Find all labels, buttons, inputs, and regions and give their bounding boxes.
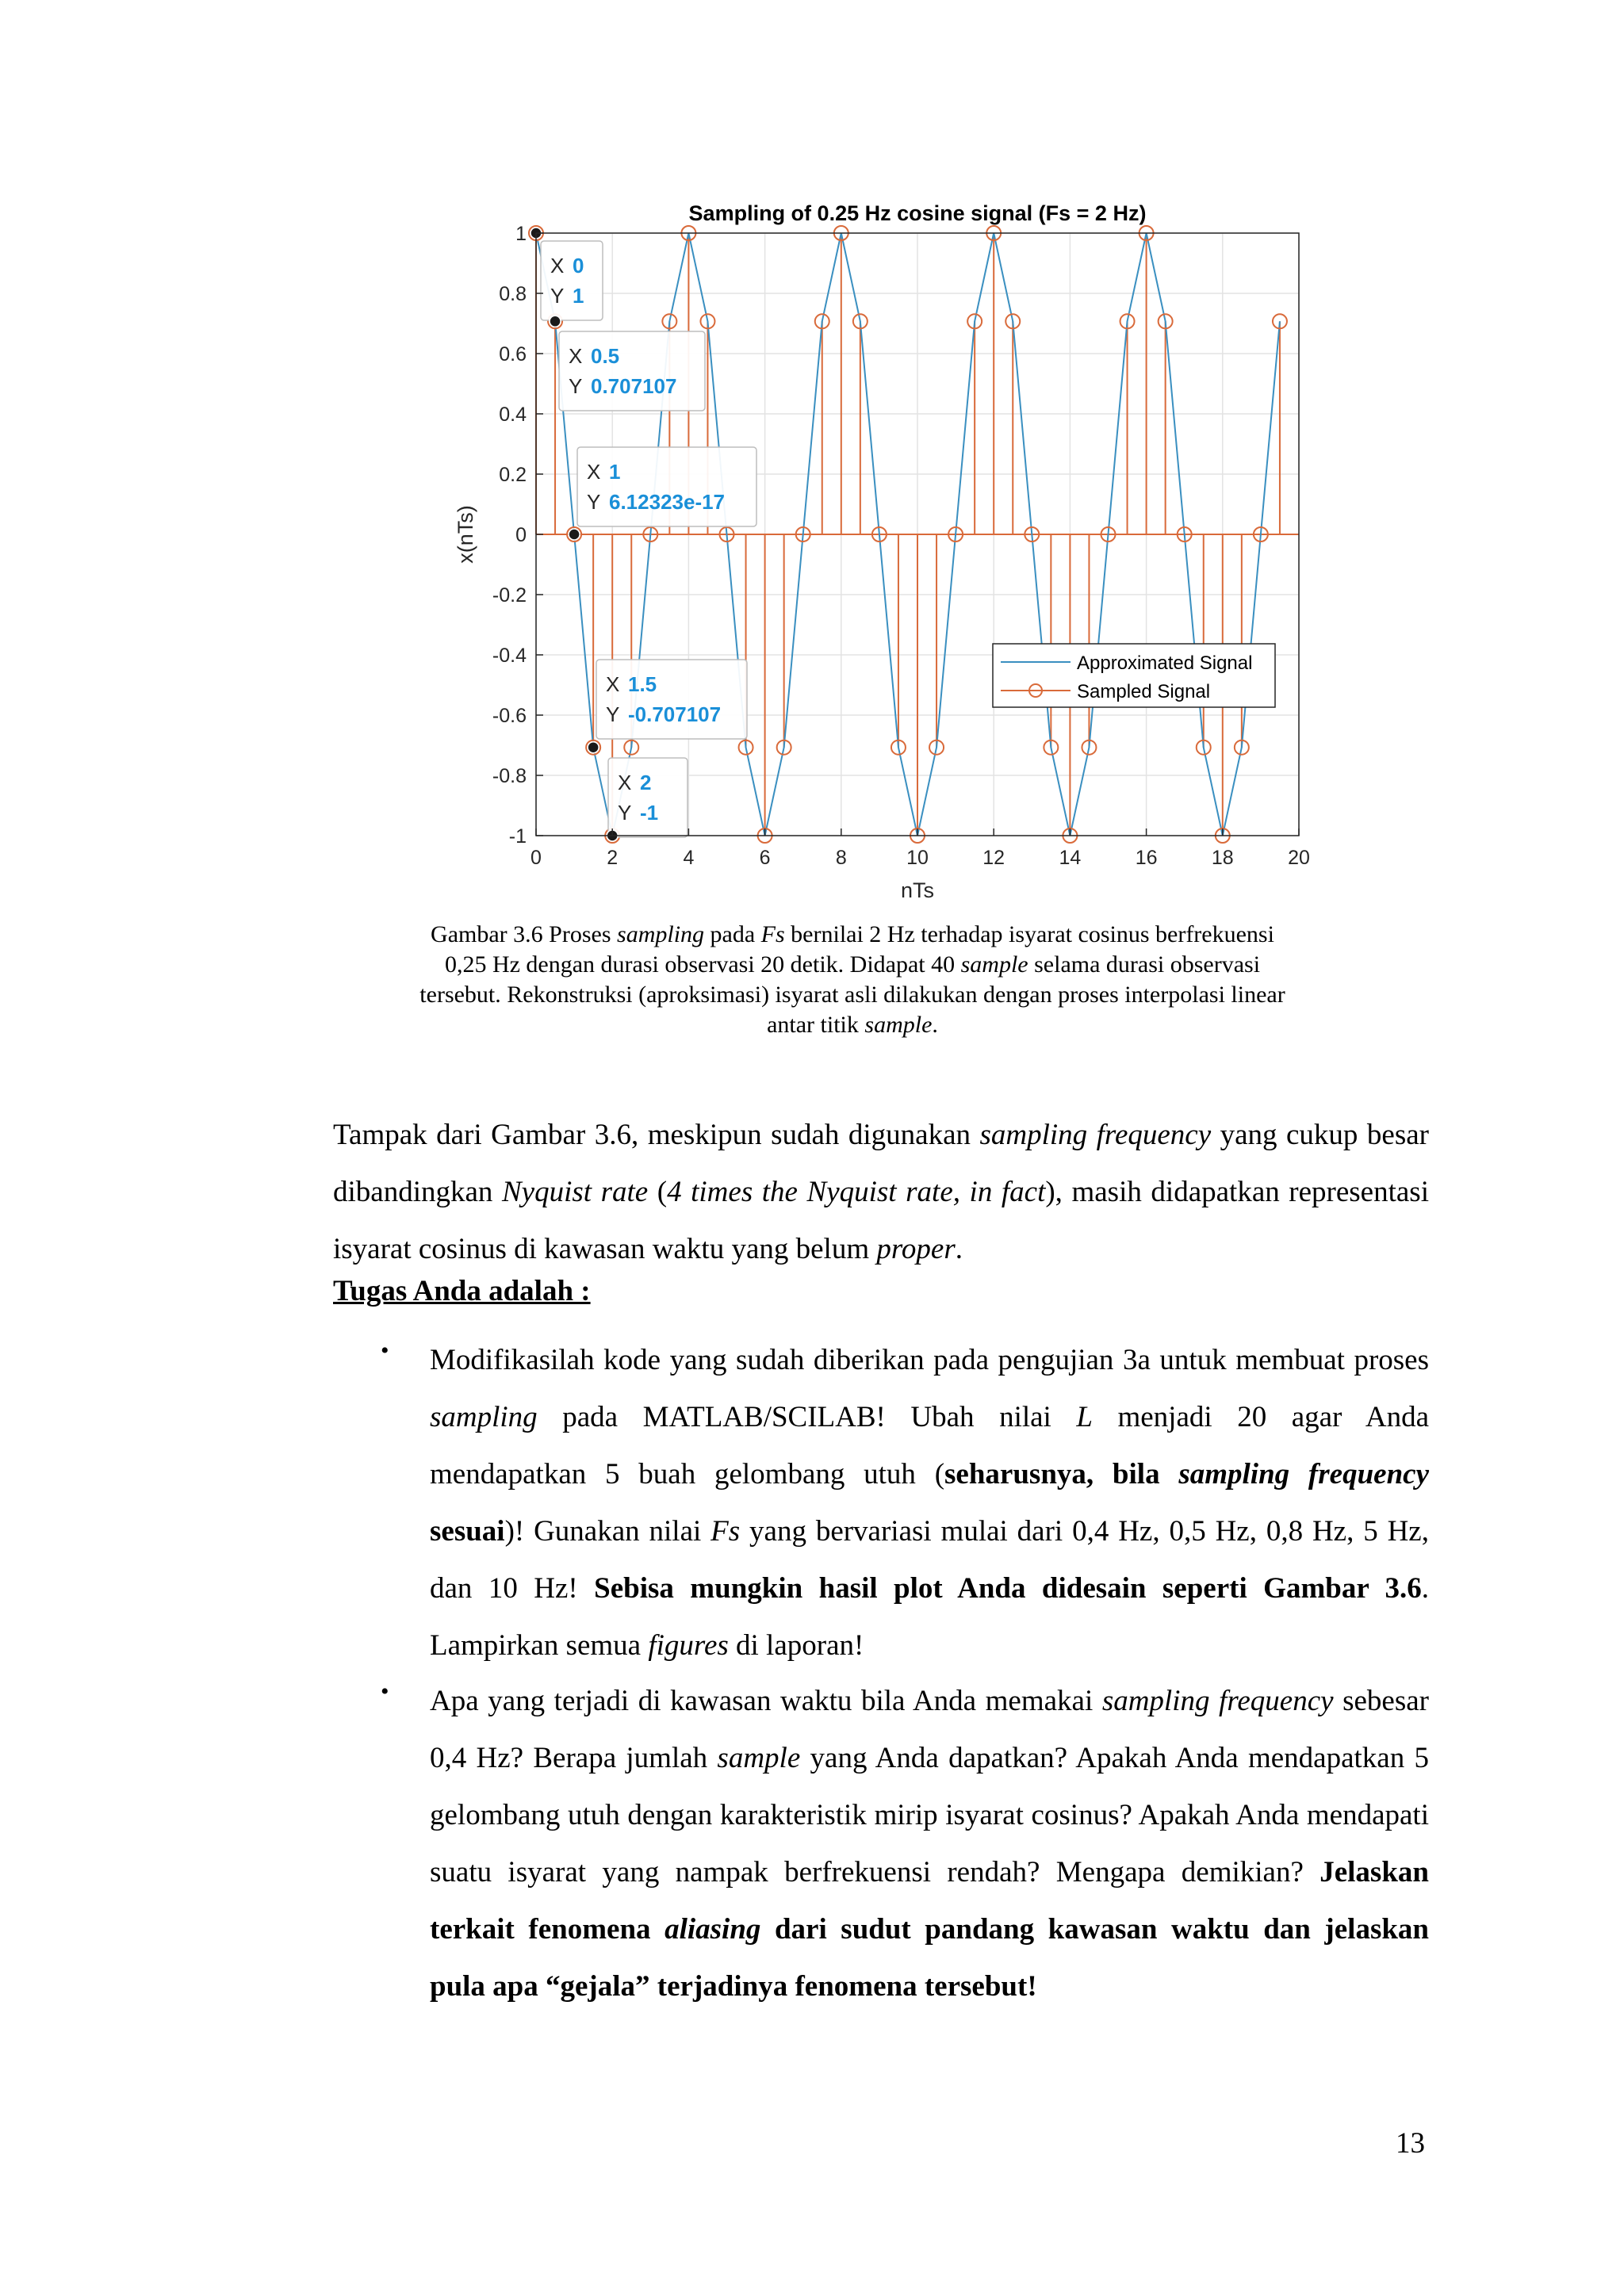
legend-approximated-signal: Approximated Signal <box>1077 652 1253 674</box>
x-tick-label: 10 <box>906 847 929 869</box>
body-paragraph: Tampak dari Gambar 3.6, meskipun sudah digunakan sampling frequency yang cukup besar dibandingkan Nyquist rate (4 times the Nyquist rate, in fact), masih didapatkan representasi isyarat cosinus di kawasan waktu yang belum proper. <box>333 1119 1429 1265</box>
datatip-x-label: X <box>606 672 620 696</box>
y-tick-label: 0.6 <box>499 343 527 365</box>
datatip-box[interactable] <box>541 241 603 320</box>
datatip-y-label: Y <box>618 801 632 825</box>
sampling-figure <box>444 190 1332 920</box>
datatip-x-value: 0 <box>573 254 584 277</box>
x-tick-label: 12 <box>982 847 1005 869</box>
y-tick-label: -0.8 <box>492 765 527 787</box>
datatip-x-label: X <box>618 771 632 794</box>
y-tick-label: -0.4 <box>492 645 527 667</box>
datatip-point[interactable] <box>569 529 580 540</box>
datatip-box[interactable] <box>608 758 688 837</box>
x-tick-label: 14 <box>1059 847 1082 869</box>
datatip-box[interactable] <box>559 331 705 411</box>
chart-legend <box>993 644 1275 707</box>
datatip-x-value: 1.5 <box>628 672 657 696</box>
task-item-1: Modifikasilah kode yang sudah diberikan pada pengujian 3a untuk membuat proses sampling pada MATLAB/SCILAB! Ubah nilai L menjadi 20 agar Anda mendapatkan 5 buah gelombang utuh (seharusnya, bila sampling frequency sesuai)! Gunakan nilai Fs yang bervariasi mulai dari 0,4 Hz, 0,5 Hz, 0,8 Hz, 5 Hz, dan 10 Hz! Sebisa mungkin hasil plot Anda didesain seperti Gambar 3.6. Lampirkan semua figures di laporan! <box>430 1344 1430 1662</box>
datatip-x-label: X <box>587 460 601 484</box>
datatip-y-value: -1 <box>640 801 659 825</box>
datatip-y-value: 1 <box>573 284 584 308</box>
datatip-y-label: Y <box>569 374 583 398</box>
datatip-x-label: X <box>569 344 583 368</box>
datatip-x-value: 2 <box>640 771 652 794</box>
x-tick-label: 2 <box>607 847 619 869</box>
datatip-point[interactable] <box>550 316 561 327</box>
y-tick-label: -1 <box>508 825 527 848</box>
bullet-marker-1: • <box>381 1337 389 1364</box>
datatip-x-label: X <box>550 254 565 277</box>
y-tick-label: 0.2 <box>499 464 527 486</box>
datatip-point[interactable] <box>588 742 599 753</box>
datatip-x-value: 1 <box>609 460 621 484</box>
x-tick-label: 6 <box>759 847 771 869</box>
x-tick-label: 4 <box>683 847 695 869</box>
x-axis-label: nTs <box>900 878 935 902</box>
bullet-marker-2: • <box>381 1678 389 1705</box>
y-tick-label: 0.8 <box>499 283 527 305</box>
datatip-x-value: 0.5 <box>591 344 620 368</box>
datatip-y-label: Y <box>606 702 620 726</box>
page-number: 13 <box>1396 2127 1425 2160</box>
x-tick-label: 8 <box>835 847 847 869</box>
datatip-y-value: 6.12323e-17 <box>609 490 726 514</box>
datatip-y-label: Y <box>587 490 601 514</box>
x-tick-label: 16 <box>1135 847 1158 869</box>
task-item-2: Apa yang terjadi di kawasan waktu bila Anda memakai sampling frequency sebesar 0,4 Hz? Berapa jumlah sample yang Anda dapatkan? Apakah Anda mendapatkan 5 gelombang utuh dengan karakteristik mirip isyarat cosinus? Apakah Anda mendapati suatu isyarat yang nampak berfrekuensi rendah? Mengapa demikian? Jelaskan terkait fenomena aliasing dari sudut pandang kawasan waktu dan jelaskan pula apa “gejala” terjadinya fenomena tersebut! <box>430 1685 1429 2003</box>
legend-sampled-signal: Sampled Signal <box>1077 681 1211 702</box>
y-tick-label: 0.4 <box>499 404 527 426</box>
y-tick-label: 0 <box>515 524 527 546</box>
task-heading: Tugas Anda adalah : <box>333 1275 591 1307</box>
datatip-y-value: -0.707107 <box>628 702 722 726</box>
datatip-box[interactable] <box>596 660 747 739</box>
y-axis-label: x(nTs) <box>454 505 477 564</box>
y-tick-label: -0.6 <box>492 705 527 727</box>
chart-title: Sampling of 0.25 Hz cosine signal (Fs = 2 Hz) <box>688 201 1147 225</box>
datatip-y-label: Y <box>550 284 565 308</box>
x-tick-label: 0 <box>530 847 542 869</box>
datatip-box[interactable] <box>577 447 756 526</box>
x-tick-label: 20 <box>1288 847 1310 869</box>
datatip-y-value: 0.707107 <box>591 374 677 398</box>
figure-caption: Gambar 3.6 Proses sampling pada Fs bernilai 2 Hz terhadap isyarat cosinus berfrekuensi 0,25 Hz dengan durasi observasi 20 detik. Didapat 40 sample selama durasi observasi tersebut. Rekonstruksi (aproksimasi) isyarat asli dilakukan dengan proses interpolasi linear antar titik sample. <box>419 921 1285 1038</box>
y-tick-label: 1 <box>515 223 527 245</box>
y-tick-label: -0.2 <box>492 584 527 607</box>
x-tick-label: 18 <box>1211 847 1234 869</box>
